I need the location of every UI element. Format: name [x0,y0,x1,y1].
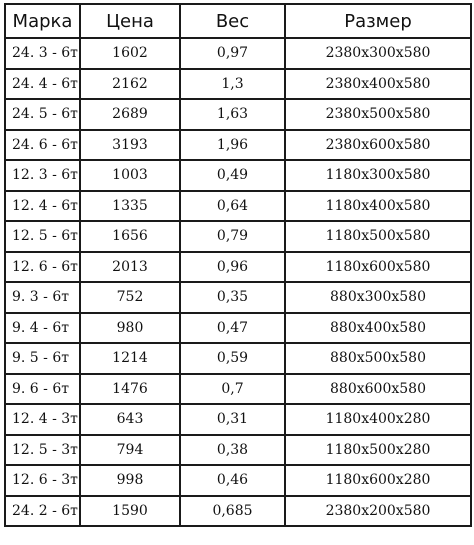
column-header-mark: Марка [5,4,80,38]
cell-size: 2380x400x580 [285,69,471,100]
cell-price: 1335 [80,191,180,222]
cell-mark: 24. 2 - 6т [5,496,80,527]
cell-price: 1003 [80,160,180,191]
cell-price: 3193 [80,130,180,161]
column-header-price: Цена [80,4,180,38]
cell-price: 1656 [80,221,180,252]
table-row [5,69,471,100]
cell-price: 752 [80,282,180,313]
cell-size: 880x300x580 [285,282,471,313]
cell-weight: 1,63 [180,99,285,130]
cell-mark: 24. 6 - 6т [5,130,80,161]
cell-mark: 12. 3 - 6т [5,160,80,191]
table-row [5,221,471,252]
cell-size: 2380x500x580 [285,99,471,130]
cell-price: 794 [80,435,180,466]
table-row [5,404,471,435]
table-row [5,435,471,466]
cell-weight: 0,31 [180,404,285,435]
cell-weight: 0,35 [180,282,285,313]
cell-mark: 12. 6 - 3т [5,465,80,496]
cell-price: 2013 [80,252,180,283]
cell-size: 880x600x580 [285,374,471,405]
cell-weight: 0,96 [180,252,285,283]
cell-price: 980 [80,313,180,344]
table-row [5,374,471,405]
cell-size: 2380x300x580 [285,38,471,69]
cell-size: 1180x400x580 [285,191,471,222]
cell-mark: 12. 6 - 6т [5,252,80,283]
table-body [5,38,471,526]
cell-weight: 0,79 [180,221,285,252]
column-header-weight: Вес [180,4,285,38]
cell-price: 998 [80,465,180,496]
cell-price: 1590 [80,496,180,527]
cell-mark: 24. 5 - 6т [5,99,80,130]
cell-mark: 9. 5 - 6т [5,343,80,374]
cell-size: 1180x600x580 [285,252,471,283]
table-row [5,282,471,313]
table-row [5,313,471,344]
cell-mark: 12. 5 - 6т [5,221,80,252]
cell-price: 1476 [80,374,180,405]
cell-mark: 12. 5 - 3т [5,435,80,466]
cell-mark: 9. 4 - 6т [5,313,80,344]
table-row [5,252,471,283]
cell-size: 1180x600x280 [285,465,471,496]
cell-price: 1602 [80,38,180,69]
price-table [4,3,472,527]
cell-size: 1180x500x280 [285,435,471,466]
table-row [5,343,471,374]
cell-weight: 0,64 [180,191,285,222]
table-row [5,465,471,496]
table-row [5,130,471,161]
cell-weight: 0,685 [180,496,285,527]
table-row [5,191,471,222]
table-row [5,38,471,69]
column-header-size: Размер [285,4,471,38]
cell-mark: 12. 4 - 3т [5,404,80,435]
cell-mark: 9. 6 - 6т [5,374,80,405]
cell-weight: 1,96 [180,130,285,161]
cell-weight: 0,7 [180,374,285,405]
cell-price: 2689 [80,99,180,130]
cell-mark: 24. 3 - 6т [5,38,80,69]
cell-weight: 0,38 [180,435,285,466]
cell-size: 1180x500x580 [285,221,471,252]
cell-weight: 0,59 [180,343,285,374]
cell-size: 2380x200x580 [285,496,471,527]
cell-size: 880x500x580 [285,343,471,374]
cell-size: 880x400x580 [285,313,471,344]
cell-mark: 9. 3 - 6т [5,282,80,313]
cell-price: 2162 [80,69,180,100]
cell-size: 2380x600x580 [285,130,471,161]
cell-price: 1214 [80,343,180,374]
cell-weight: 0,47 [180,313,285,344]
cell-weight: 0,49 [180,160,285,191]
table-header-row [5,4,471,38]
table-row [5,160,471,191]
cell-size: 1180x400x280 [285,404,471,435]
cell-weight: 0,97 [180,38,285,69]
table-row [5,496,471,527]
cell-mark: 24. 4 - 6т [5,69,80,100]
cell-mark: 12. 4 - 6т [5,191,80,222]
cell-weight: 0,46 [180,465,285,496]
table-row [5,99,471,130]
cell-weight: 1,3 [180,69,285,100]
cell-size: 1180x300x580 [285,160,471,191]
cell-price: 643 [80,404,180,435]
